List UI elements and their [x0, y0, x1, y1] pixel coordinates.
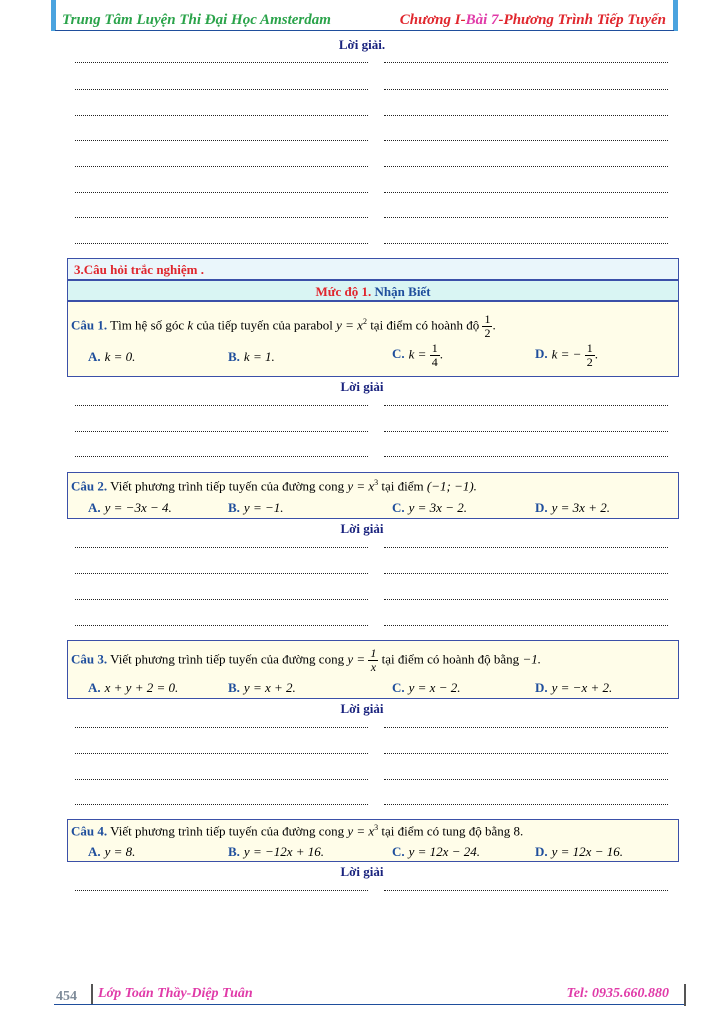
question-1-text: Câu 1. Tìm hệ số góc k của tiếp tuyến của parabol $y = x^2$ tại điểm có hoành độ $\frac{1}{2}$ .: [71, 312, 496, 340]
answer-dotted-line: [75, 140, 368, 141]
answer-dotted-line: [75, 62, 368, 63]
answer-dotted-line: [384, 547, 668, 548]
header-center-name: Trung Tâm Luyện Thi Đại Học Amsterdam: [62, 12, 331, 28]
question-3-text: Câu 3. Viết phương trình tiếp tuyến của đường cong y = $\frac{1}{x}$ tại điểm có hoành độ bằng −1.: [71, 646, 541, 674]
question-4-option-b[interactable]: B. y = −12x + 16.: [228, 844, 325, 859]
answer-dotted-line: [75, 243, 368, 244]
question-4-option-a[interactable]: A. y = 8.: [88, 844, 136, 859]
question-3: [67, 640, 679, 699]
answer-dotted-line: [75, 890, 368, 891]
question-1-option-c[interactable]: C. k = $\frac{1}{4}$ .: [392, 341, 443, 369]
answer-dotted-line: [384, 115, 668, 116]
answer-dotted-line: [75, 804, 368, 805]
footer-class-name: Lớp Toán Thầy-Diệp Tuân: [98, 986, 253, 1001]
header-divider: [55, 30, 674, 31]
answer-dotted-line: [384, 804, 668, 805]
question-2: [67, 472, 679, 519]
answer-dotted-line: [384, 753, 668, 754]
question-4: [67, 819, 679, 862]
question-4-text: Câu 4. Viết phương trình tiếp tuyến của đường cong $y = x^3$ tại điểm có tung độ bằng 8.: [71, 823, 524, 839]
answer-dotted-line: [384, 599, 668, 600]
question-1: [67, 301, 679, 377]
footer-separator: [91, 984, 93, 1004]
answer-dotted-line: [384, 779, 668, 780]
answer-dotted-line: [75, 727, 368, 728]
header-chapter: Chương I-Bài 7-Phương Trình Tiếp Tuyến: [399, 12, 666, 28]
question-3-option-b[interactable]: B. y = x + 2.: [228, 680, 296, 695]
solution-title-q2: Lời giải: [340, 521, 384, 536]
answer-dotted-line: [75, 217, 368, 218]
answer-dotted-line: [384, 89, 668, 90]
answer-dotted-line: [75, 547, 368, 548]
answer-dotted-line: [75, 456, 368, 457]
question-3-option-d[interactable]: D. y = −x + 2.: [535, 680, 613, 695]
header-bar-right: [673, 0, 678, 31]
answer-dotted-line: [75, 405, 368, 406]
header-bar-left: [51, 0, 56, 31]
answer-dotted-line: [384, 166, 668, 167]
question-4-option-c[interactable]: C. y = 12x − 24.: [392, 844, 480, 859]
answer-dotted-line: [384, 431, 668, 432]
answer-dotted-line: [75, 779, 368, 780]
answer-dotted-line: [75, 573, 368, 574]
solution-title-q1: Lời giải: [340, 379, 384, 394]
answer-dotted-line: [384, 192, 668, 193]
question-1-option-d[interactable]: D. k = − $\frac{1}{2}$ .: [535, 341, 598, 369]
question-3-option-a[interactable]: A. x + y + 2 = 0.: [88, 680, 179, 695]
solution-title-q3: Lời giải: [340, 701, 384, 716]
question-1-option-b[interactable]: B. k = 1.: [228, 349, 275, 364]
answer-dotted-line: [384, 217, 668, 218]
solution-title-q4: Lời giải: [340, 864, 384, 879]
answer-dotted-line: [384, 456, 668, 457]
page-number: 454: [56, 989, 77, 1004]
answer-dotted-line: [75, 599, 368, 600]
answer-dotted-line: [75, 431, 368, 432]
answer-dotted-line: [75, 625, 368, 626]
section-title: 3.Câu hỏi trắc nghiệm .: [74, 262, 204, 277]
answer-dotted-line: [384, 140, 668, 141]
level-header: [67, 280, 679, 301]
answer-dotted-line: [384, 405, 668, 406]
answer-dotted-line: [75, 89, 368, 90]
answer-dotted-line: [75, 192, 368, 193]
answer-dotted-line: [384, 573, 668, 574]
answer-dotted-line: [384, 243, 668, 244]
footer-divider: [54, 1004, 684, 1005]
footer-phone: Tel: 0935.660.880: [566, 986, 669, 1001]
level-title: Mức độ 1. Nhận Biết: [315, 284, 431, 299]
question-2-option-c[interactable]: C. y = 3x − 2.: [392, 500, 467, 515]
question-2-option-a[interactable]: A. y = −3x − 4.: [88, 500, 172, 515]
answer-dotted-line: [75, 753, 368, 754]
question-2-text: Câu 2. Viết phương trình tiếp tuyến của đường cong $y = x^3$ tại điểm (−1; −1).: [71, 478, 477, 494]
answer-dotted-line: [75, 115, 368, 116]
question-2-option-b[interactable]: B. y = −1.: [228, 500, 284, 515]
question-1-option-a[interactable]: A. k = 0.: [88, 349, 136, 364]
question-3-option-c[interactable]: C. y = x − 2.: [392, 680, 461, 695]
solution-title: Lời giải.: [338, 37, 386, 52]
question-2-option-d[interactable]: D. y = 3x + 2.: [535, 500, 610, 515]
answer-dotted-line: [384, 890, 668, 891]
section-header: [67, 258, 679, 280]
footer-bar-right: [684, 984, 686, 1006]
answer-dotted-line: [384, 625, 668, 626]
answer-dotted-line: [75, 166, 368, 167]
answer-dotted-line: [384, 62, 668, 63]
question-4-option-d[interactable]: D. y = 12x − 16.: [535, 844, 623, 859]
answer-dotted-line: [384, 727, 668, 728]
